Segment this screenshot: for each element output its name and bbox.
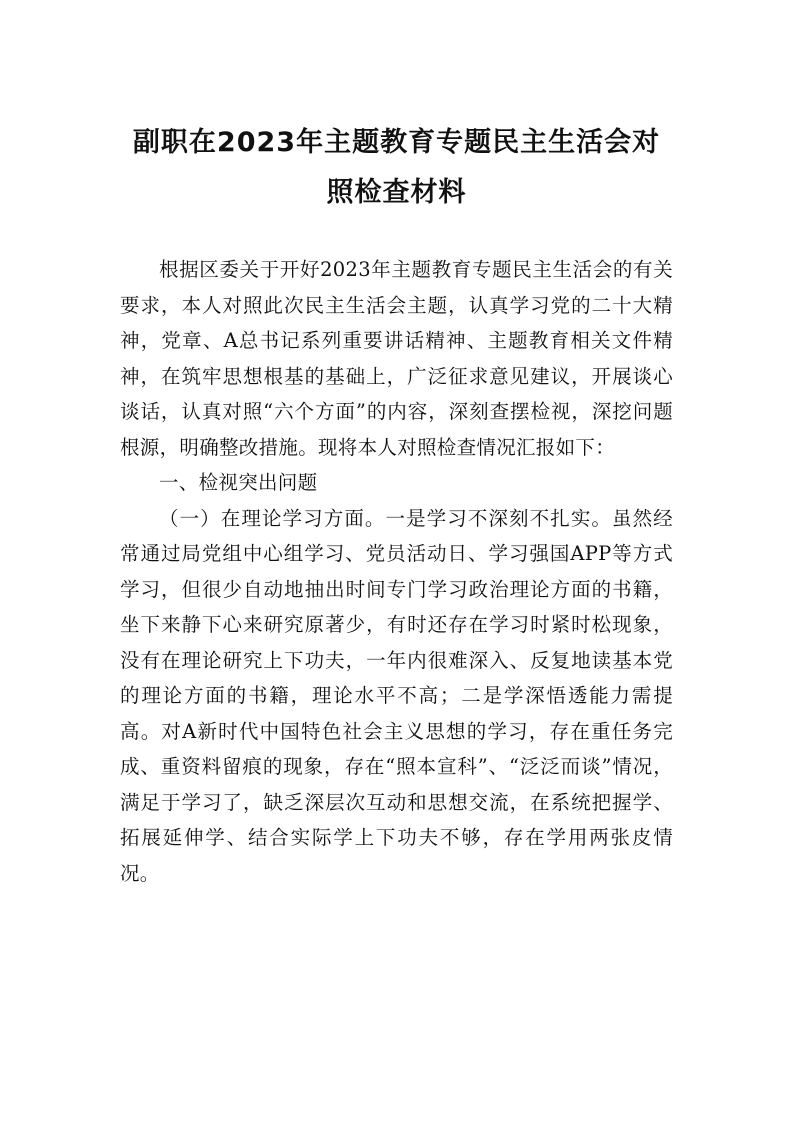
document-title xyxy=(120,118,673,218)
title-line-2: 照检查材料 xyxy=(326,177,467,208)
section-heading: 一、检视突出问题 xyxy=(159,471,318,494)
title-line-1: 副职在2023年主题教育专题民主生活会对 xyxy=(132,127,661,158)
intro-paragraph: 根据区委关于开好2023年主题教育专题民主生活会的有关要求，本人对照此次民主生活会主题，认真学习党的二十大精神，党章、A总书记系列重要讲话精神、主题教育相关文件精神，在筑牢思想根基的基础上，广泛征求意见建议，开展谈心谈话，认真对照“六个方面”的内容，深刻查摆检视，深挖问题根源，明确整改措施。现将本人对照检查情况汇报如下： xyxy=(120,258,673,459)
theory-study-paragraph: （一）在理论学习方面。一是学习不深刻不扎实。虽然经常通过局党组中心组学习、党员活动日、学习强国APP等方式学习，但很少自动地抽出时间专门学习政治理论方面的书籍，坐下来静下心来研究原著少，有时还存在学习时紧时松现象，没有在理论研究上下功夫，一年内很难深入、反复地读基本党的理论方面的书籍，理论水平不高；二是学深悟透能力需提高。对A新时代中国特色社会主义思想的学习，存在重任务完成、重资料留痕的现象，存在“照本宣科”、“泛泛而谈”情况，满足于学习了，缺乏深层次互动和思想交流，在系统把握学、拓展延伸学、结合实际学上下功夫不够，存在学用两张皮情况。 xyxy=(120,506,673,885)
